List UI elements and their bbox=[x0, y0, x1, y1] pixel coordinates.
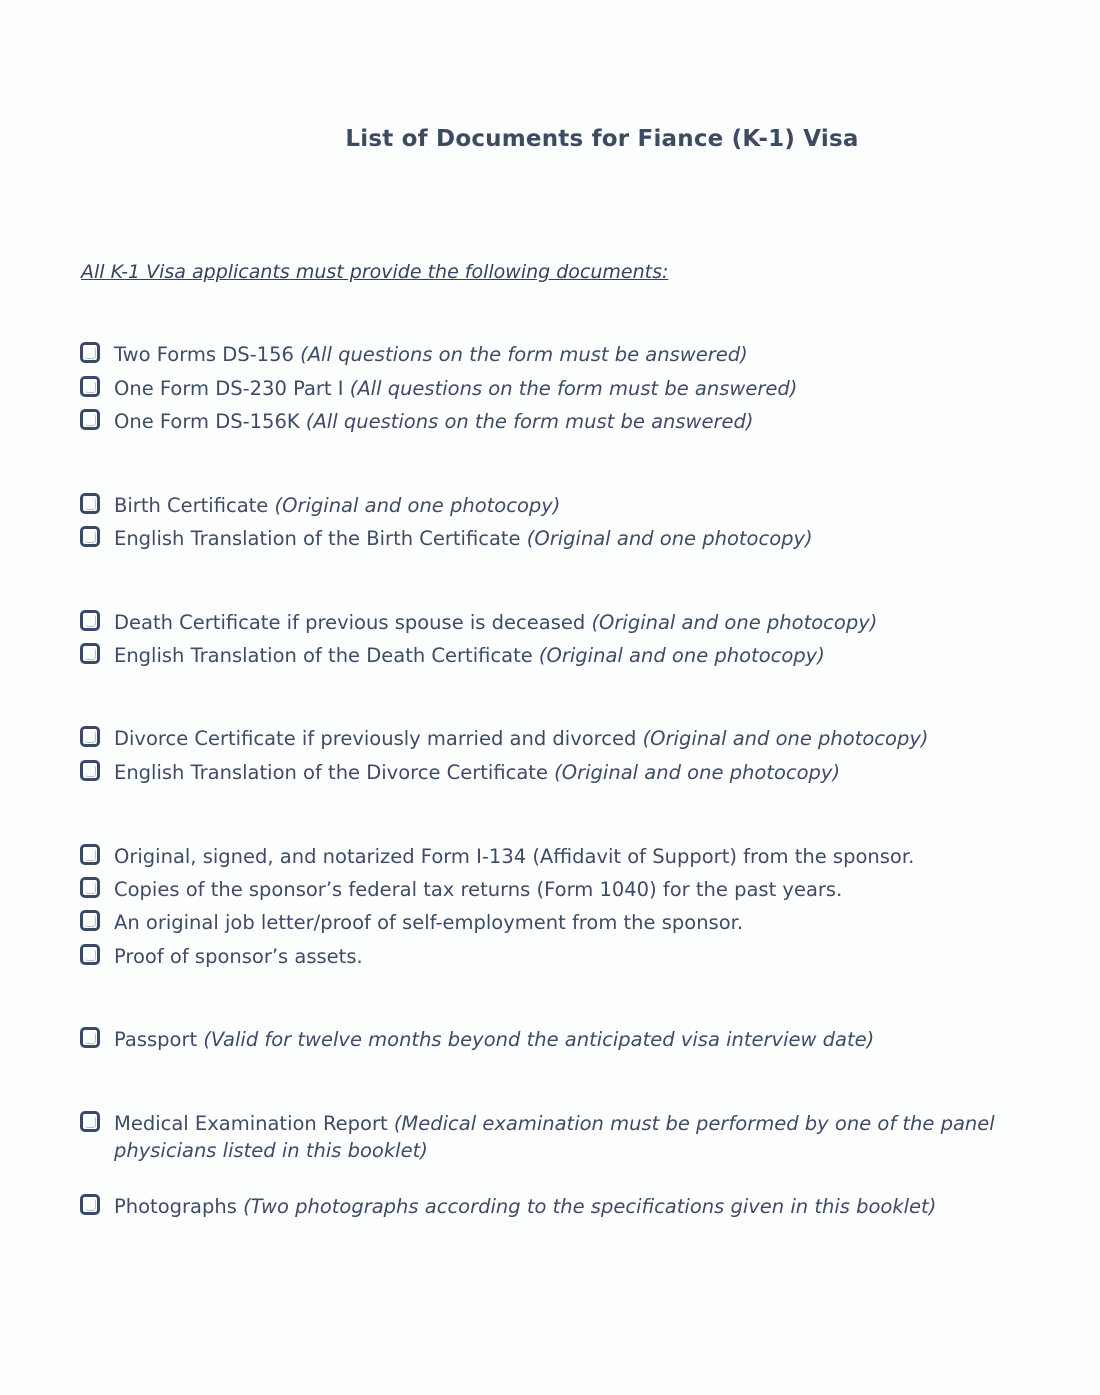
checkbox-icon[interactable] bbox=[80, 877, 100, 898]
checklist-item-ds230 bbox=[80, 375, 1070, 402]
checklist-item-birth-translation bbox=[80, 525, 1070, 552]
checkbox-icon[interactable] bbox=[80, 726, 100, 747]
item-text: Original, signed, and notarized Form I-134 (Affidavit of Support) from the sponsor. bbox=[114, 845, 915, 868]
checklist-item-photographs bbox=[80, 1193, 1070, 1220]
checklist-item-form-i134 bbox=[80, 843, 1070, 870]
item-text: Medical Examination Report (Medical examination must be performed by one of the panel physicians listed in this booklet) bbox=[114, 1112, 995, 1162]
document-title: List of Documents for Fiance (K-1) Visa bbox=[345, 126, 859, 152]
item-text: English Translation of the Birth Certificate (Original and one photocopy) bbox=[114, 527, 813, 550]
item-text: An original job letter/proof of self-employment from the sponsor. bbox=[114, 911, 744, 934]
checklist-item-sponsor-assets bbox=[80, 943, 1070, 970]
item-text: One Form DS-156K (All questions on the form must be answered) bbox=[114, 410, 754, 433]
item-text: Birth Certificate (Original and one photocopy) bbox=[114, 494, 561, 517]
item-text: Proof of sponsor’s assets. bbox=[114, 945, 363, 968]
checklist-item-death-certificate bbox=[80, 609, 1070, 636]
checklist-item-birth-certificate bbox=[80, 492, 1070, 519]
checklist-item-job-letter bbox=[80, 909, 1070, 936]
item-text: Death Certificate if previous spouse is deceased (Original and one photocopy) bbox=[114, 611, 878, 634]
item-text: Divorce Certificate if previously married and divorced (Original and one photocopy) bbox=[114, 727, 929, 750]
checkbox-icon[interactable] bbox=[80, 760, 100, 781]
checkbox-icon[interactable] bbox=[80, 1111, 100, 1132]
item-text: Photographs (Two photographs according to the specifications given in this booklet) bbox=[114, 1195, 937, 1218]
checklist-item-death-translation bbox=[80, 642, 1070, 669]
checklist-item-divorce-translation bbox=[80, 759, 1070, 786]
checkbox-icon[interactable] bbox=[80, 910, 100, 931]
item-text: English Translation of the Death Certificate (Original and one photocopy) bbox=[114, 644, 825, 667]
checkbox-icon[interactable] bbox=[80, 409, 100, 430]
checkbox-icon[interactable] bbox=[80, 944, 100, 965]
checkbox-icon[interactable] bbox=[80, 643, 100, 664]
checkbox-icon[interactable] bbox=[80, 844, 100, 865]
item-text: English Translation of the Divorce Certificate (Original and one photocopy) bbox=[114, 761, 841, 784]
checkbox-icon[interactable] bbox=[80, 493, 100, 514]
checkbox-icon[interactable] bbox=[80, 376, 100, 397]
item-text: Passport (Valid for twelve months beyond the anticipated visa interview date) bbox=[114, 1028, 875, 1051]
checkbox-icon[interactable] bbox=[80, 526, 100, 547]
checkbox-icon[interactable] bbox=[80, 342, 100, 363]
checkbox-icon[interactable] bbox=[80, 610, 100, 631]
item-text: One Form DS-230 Part I (All questions on the form must be answered) bbox=[114, 377, 798, 400]
checklist-item-passport bbox=[80, 1026, 1070, 1053]
checkbox-icon[interactable] bbox=[80, 1027, 100, 1048]
checkbox-icon[interactable] bbox=[80, 1194, 100, 1215]
checklist-item-divorce-certificate bbox=[80, 725, 1070, 752]
checklist-item-tax-returns bbox=[80, 876, 1070, 903]
checklist-item-ds156k bbox=[80, 408, 1070, 435]
item-text: Two Forms DS-156 (All questions on the form must be answered) bbox=[114, 343, 748, 366]
checklist-item-medical-examination bbox=[80, 1110, 1070, 1164]
intro-text: All K-1 Visa applicants must provide the following documents: bbox=[81, 261, 669, 283]
checklist-item-ds156 bbox=[80, 341, 1070, 368]
item-text: Copies of the sponsor’s federal tax returns (Form 1040) for the past years. bbox=[114, 878, 843, 901]
